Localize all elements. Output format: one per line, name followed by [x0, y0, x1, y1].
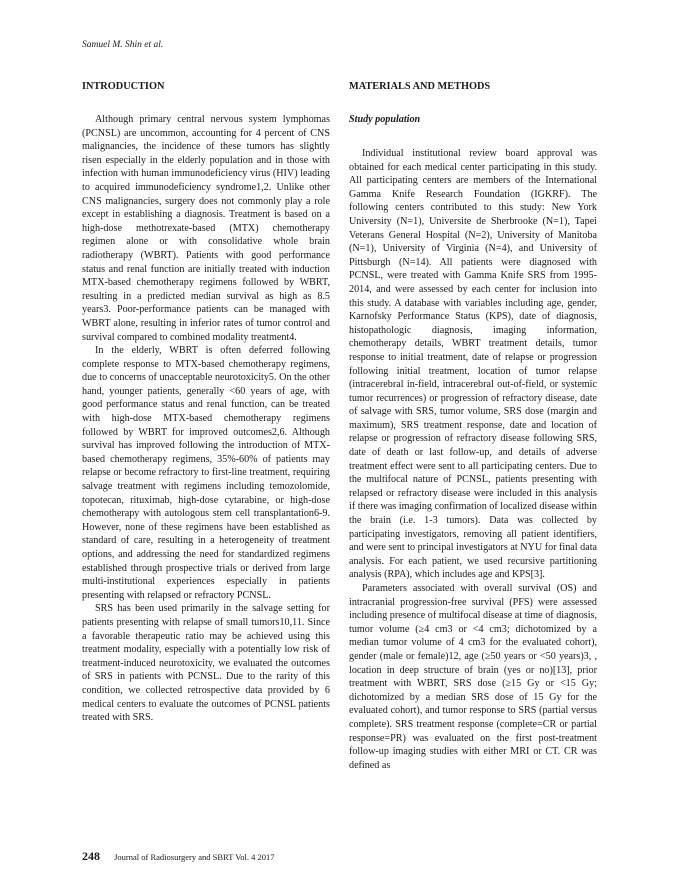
- methods-heading: MATERIALS AND METHODS: [349, 81, 491, 92]
- journal-reference: Journal of Radiosurgery and SBRT Vol. 4 2017: [114, 852, 275, 862]
- page-number: 248: [82, 849, 100, 863]
- study-population-subheading: Study population: [349, 114, 421, 125]
- intro-paragraph-3: SRS has been used primarily in the salvage setting for patients presenting with relapse of small tumors10,11. Since a favorable therapeutic ratio may be achieved using this treatment modality, especially with a potentially low risk of treatment-induced neurotoxicity, we evaluated the outcomes of SRS in patients with PCNSL. Due to the rarity of this condition, we collected retrospective data provided by 6 medical centers to evaluate the outcomes of PCNSL patients treated with SRS.: [82, 603, 330, 724]
- right-column: [349, 80, 597, 772]
- page-footer: [82, 849, 275, 864]
- running-head: Samuel M. Shin et al.: [82, 40, 164, 50]
- methods-paragraph-1: Individual institutional review board approval was obtained for each medical center participating in this study. All participating centers are members of the International Gamma Knife Research Foundation (IGKRF). The following centers contributed to this study: New York University (N=1), Universite de Sherbrooke (N=1), Tapei Veterans General Hospital (N=2), University of Manitoba (N=1), University of Virginia (N=4), and University of Pittsburgh (N=14). All patients were diagnosed with PCNSL, were treated with Gamma Knife SRS from 1995-2014, and were assessed by each center for inclusion into this study. A database with variables including age, gender, Karnofsky Performance Status (KPS), date of diagnosis, histopathologic diagnosis, imaging information, chemotherapy details, WBRT treatment details, tumor response to initial treatment, date of relapse or progression following initial treatment, location of tumor relapse (intracerebral in-field, intracerebral out-of-field, or systemic tumor recurrences) or progression of refractory disease, date of salvage with SRS, tumor volume, SRS dose (margin and maximum), SRS treatment response, date and location of relapse or progression of refractory disease following SRS, date of death or last follow-up, and details of adverse treatment effect were sent to all participating centers. Due to the multifocal nature of PCNSL, patients presenting with relapsed or refractory disease were included in this analysis if there was imaging confirmation of localized disease within the brain (i.e. 1-3 tumors). Data was collected by participating investigators, removing all patient identifiers, and were sent to principal investigators at NYU for final data analysis. For each patient, we used recursive partitioning analysis (RPA), which includes age and KPS[3].: [349, 148, 597, 581]
- intro-paragraph-2: In the elderly, WBRT is often deferred following complete response to MTX-based chemotherapy regimens, due to concerns of unacceptable neurotoxicity5. On the other hand, younger patients, generally <60 years of age, with good performance status and renal function, can be treated with high-dose MTX-based chemotherapy regimens followed by WBRT for improved outcomes2,6. Although survival has improved following the introduction of MTX-based chemotherapy regimens, 35%-60% of patients may relapse or become refractory to first-line treatment, requiring salvage treatment with regimens including temozolomide, topotecan, rituximab, high-dose cytarabine, or high-dose chemotherapy with autologous stem cell transplantation6-9. However, none of these regimens have been established as standard of care, resulting in a heterogeneity of treatment options, and addressing the need for standardized regimens established through prospective trials or derived from large multi-institutional experiences especially in patients presenting with relapsed or refractory PCNSL.: [82, 345, 330, 601]
- left-column: [82, 80, 330, 725]
- intro-paragraph-1: Although primary central nervous system lymphomas (PCNSL) are uncommon, accounting for 4 percent of CNS malignancies, the incidence of these tumors has slightly risen especially in the elderly population and in those with infection with human immunodeficiency virus (HIV) leading to acquired immunodeficiency syndrome1,2. Unlike other CNS malignancies, surgery does not commonly play a role except in establishing a diagnosis. Treatment is based on a high-dose methotrexate-based (MTX) chemotherapy regimen alone or with consolidative whole brain radiotherapy (WBRT). Patients with good performance status and renal function are initially treated with induction MTX-based chemotherapy regimens followed by WBRT, resulting in a predicted median survival as high as 8.5 years3. Poor-performance patients can be managed with WBRT alone, resulting in inferior rates of tumor control and survival compared to combined modality treatment4.: [82, 114, 330, 343]
- introduction-heading: INTRODUCTION: [82, 81, 165, 92]
- methods-paragraph-2: Parameters associated with overall survival (OS) and intracranial progression-free survival (PFS) were assessed including presence of multifocal disease at time of diagnosis, tumor volume (≥4 cm3 or <4 cm3; dichotomized by a median tumor volume of 4 cm3 for the evaluated cohort), gender (male or female)12, age (≥50 years or <50 years)3, , location in deep structure of brain (yes or no)[13], prior treatment with WBRT, SRS dose (≥15 Gy or <15 Gy; dichotomized by a median SRS dose of 15 Gy for the evaluated cohort), and tumor response to SRS (partial versus complete). SRS treatment response (complete=CR or partial response=PR) was evaluated on the first post-treatment follow-up imaging studies with either MRI or CT. CR was defined as: [349, 583, 597, 771]
